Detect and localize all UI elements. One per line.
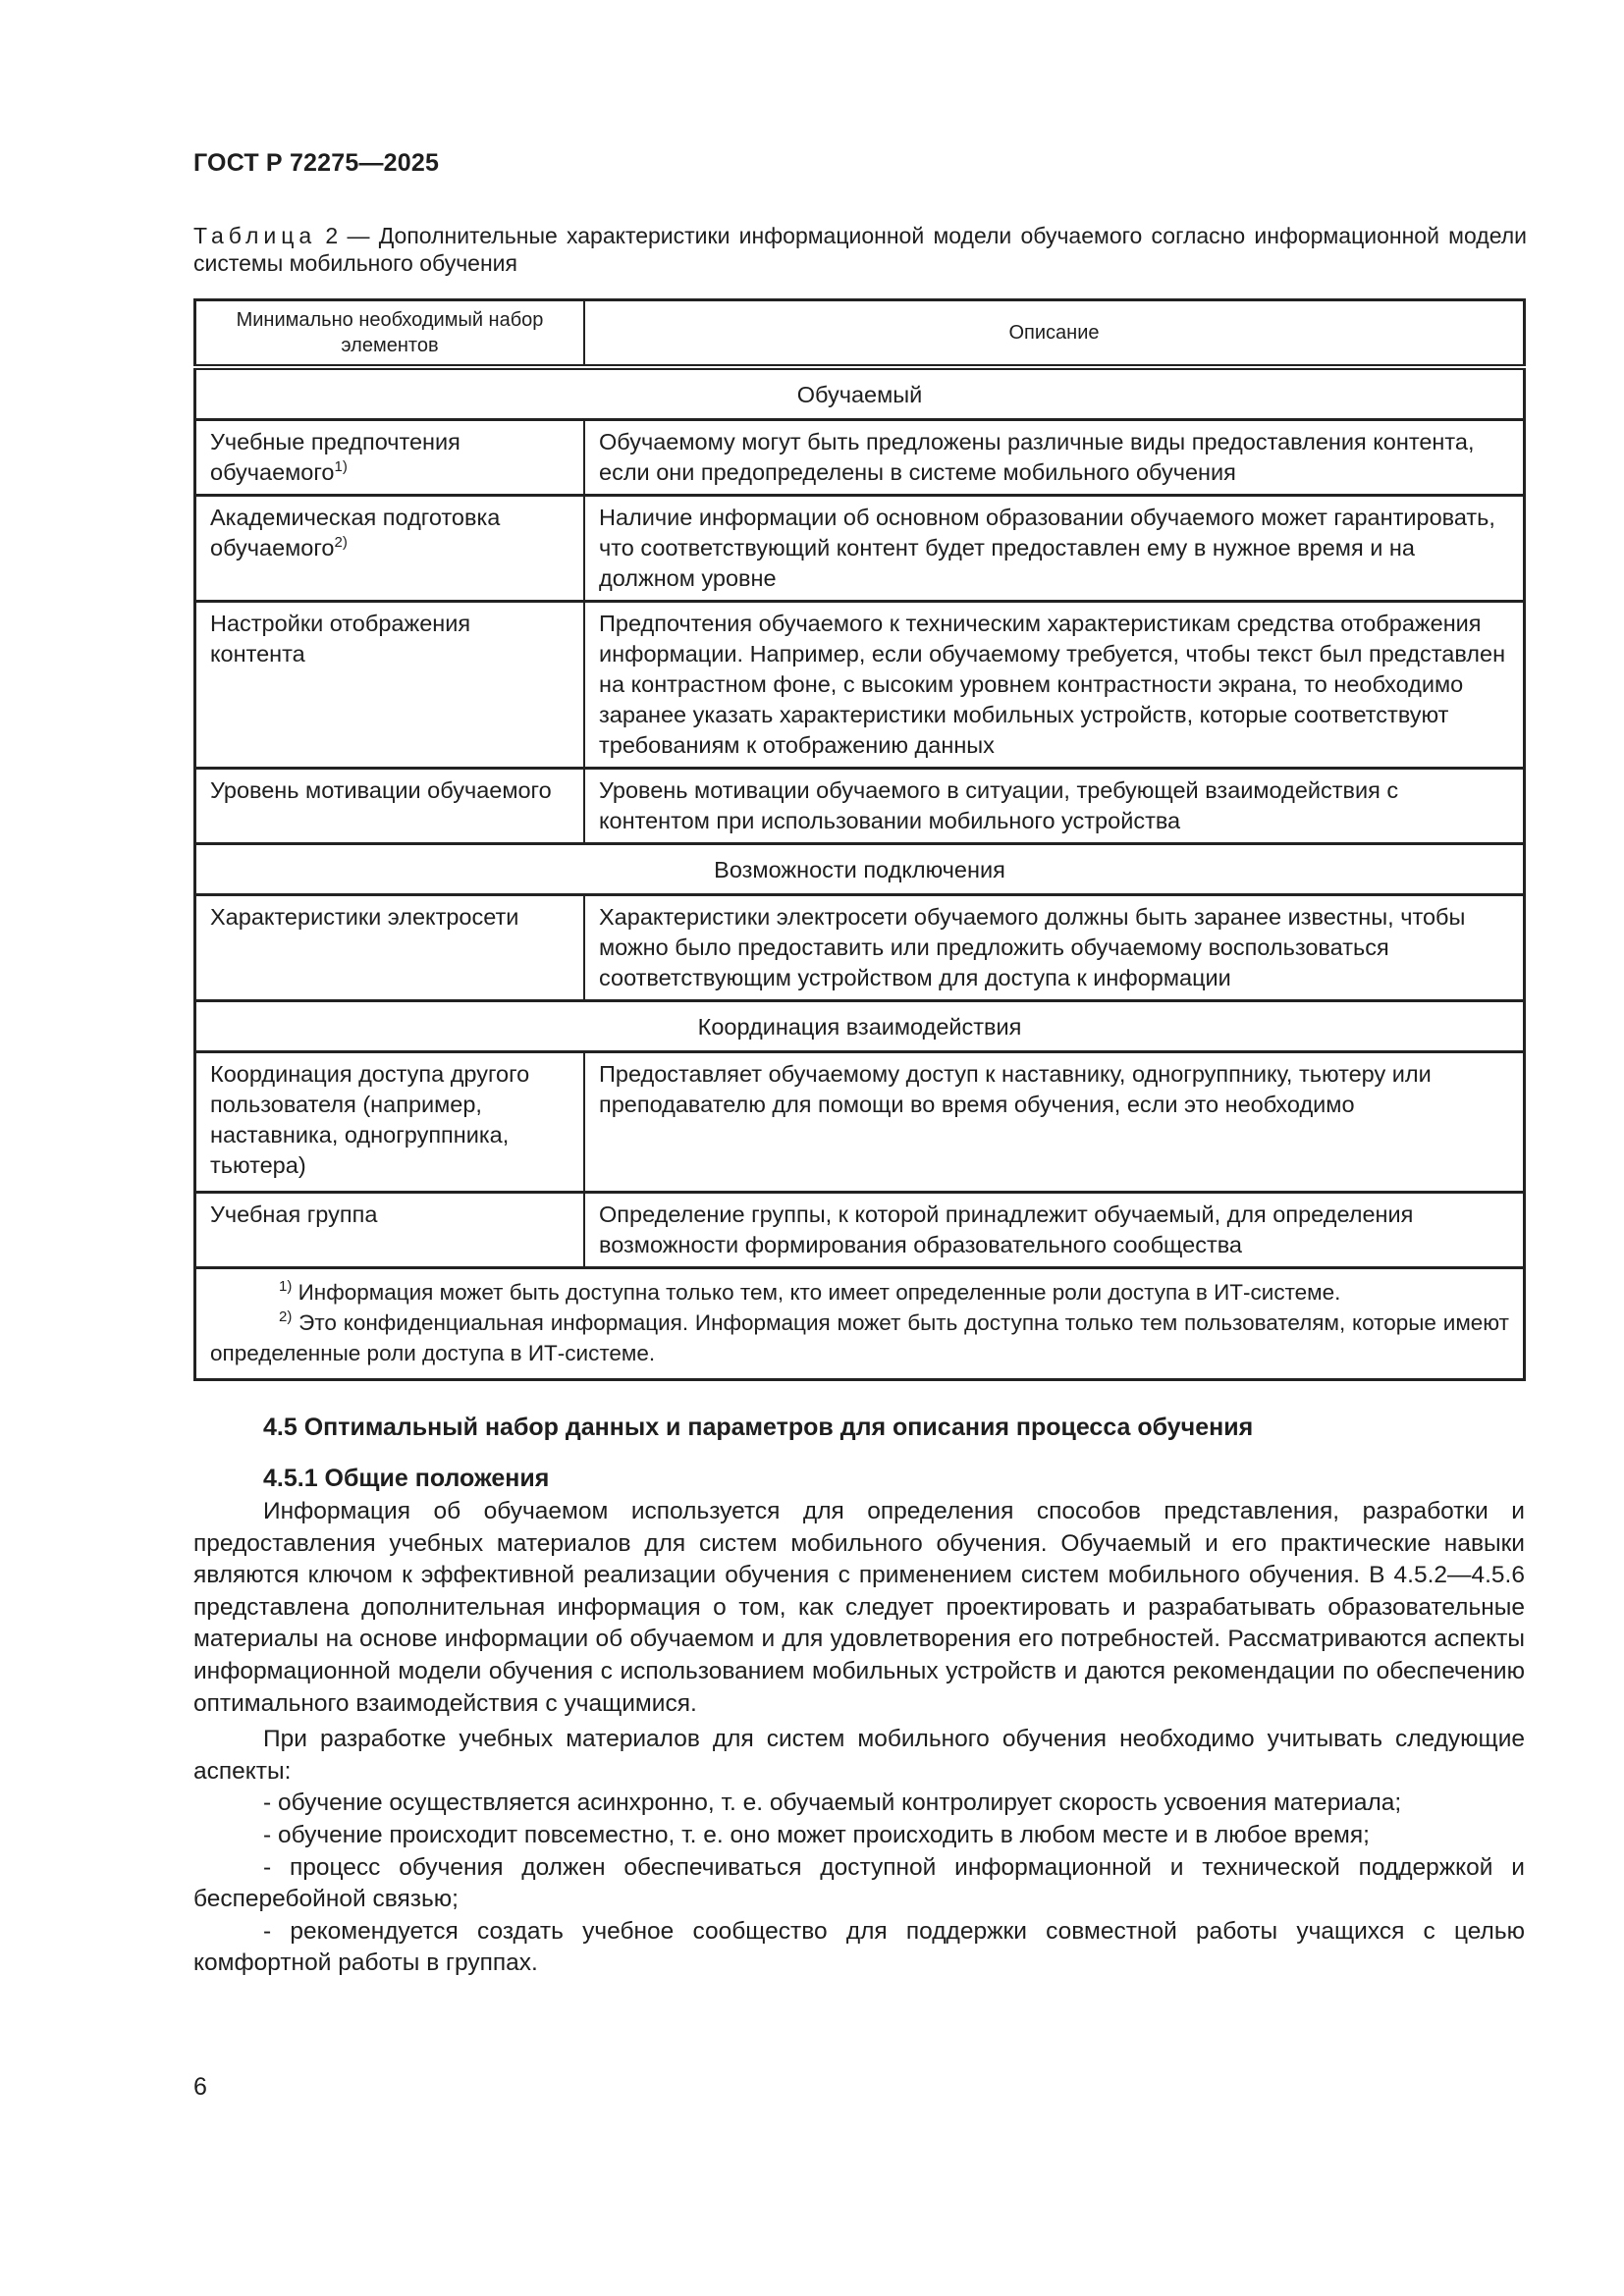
document-title: ГОСТ Р 72275—2025: [193, 149, 440, 177]
element-name: Учебные предпочтения обучаемого: [210, 429, 460, 485]
section-row: [195, 367, 1525, 420]
section-title-coordination: Координация взаимодействия: [195, 1001, 1525, 1052]
footnote-text: Информация может быть доступна только тем, кто имеет определенные роли доступа в ИТ-системе.: [292, 1280, 1341, 1305]
table-row: [195, 420, 1525, 496]
body-text: [193, 1496, 1525, 1980]
table-row: [195, 496, 1525, 602]
list-item: - процесс обучения должен обеспечиваться доступной информационной и технической поддержкой и бесперебойной связью;: [193, 1853, 1525, 1913]
description-cell: Определение группы, к которой принадлежит обучаемый, для определения возможности формирования образовательного сообщества: [584, 1193, 1525, 1268]
description-cell: Наличие информации об основном образовании обучаемого может гарантировать, что соответствующий контент будет предоставлен ему в нужное время и на должном уровне: [584, 496, 1525, 602]
subsection-heading: 4.5.1 Общие положения: [263, 1465, 550, 1492]
table-caption: [193, 222, 1527, 277]
list-item: - обучение осуществляется асинхронно, т. е. обучаемый контролирует скорость усвоения материала;: [263, 1789, 1402, 1817]
list-item: - рекомендуется создать учебное сообщество для поддержки совместной работы учащихся с целью комфортной работы в группах.: [193, 1917, 1525, 1977]
paragraph: Информация об обучаемом используется для определения способов представления, разработки и предоставления учебных материалов для систем мобильного обучения. Обучаемый и его практические навыки являются ключом к эффективной реализации обучения с применением систем мобильного обучения. В 4.5.2—4.5.6 представлена дополнительная информация о том, как следует проектировать и разрабатывать образовательные материалы на основе информации об обучаемом и для удовлетворения его потребностей. Рассматриваются аспекты информационной модели обучения с использованием мобильных устройств и даются рекомендации по обеспечению оптимального взаимодействия с учащимися.: [193, 1498, 1525, 1717]
element-cell: [195, 420, 585, 496]
footnote-2: [210, 1308, 1509, 1368]
section-row: [195, 844, 1525, 895]
section-title-connectivity: Возможности подключения: [195, 844, 1525, 895]
description-cell: Предпочтения обучаемого к техническим характеристикам средства отображения информации. Например, если обучаемому требуется, чтобы текст был представлен на контрастном фоне, с высоким уровнем контрастности экрана, то необходимо заранее указать характеристики мобильных устройств, которые соответствуют требованиям к отображению данных: [584, 602, 1525, 769]
list-item: - обучение происходит повсеместно, т. е. оно может происходить в любом месте и в любое время;: [263, 1821, 1370, 1848]
description-cell: Обучаемому могут быть предложены различные виды предоставления контента, если они предопределены в системе мобильного обучения: [584, 420, 1525, 496]
element-cell: [195, 496, 585, 602]
table-row: [195, 769, 1525, 844]
description-cell: Уровень мотивации обучаемого в ситуации, требующей взаимодействия с контентом при использовании мобильного устройства: [584, 769, 1525, 844]
table-row: [195, 895, 1525, 1001]
paragraph: При разработке учебных материалов для систем мобильного обучения необходимо учитывать следующие аспекты:: [193, 1726, 1525, 1785]
footnote-mark: 2): [279, 1308, 293, 1325]
section-row: [195, 1001, 1525, 1052]
section-heading: 4.5 Оптимальный набор данных и параметров для описания процесса обучения: [263, 1414, 1254, 1441]
footnote-ref: 1): [334, 458, 348, 475]
table-caption-text: 2 — Дополнительные характеристики информационной модели обучаемого согласно информационной модели системы мобильного обучения: [193, 223, 1527, 276]
column-header-elements: Минимально необходимый набор элементов: [195, 300, 585, 368]
element-name: Академическая подготовка обучаемого: [210, 505, 501, 561]
characteristics-table: [193, 298, 1526, 1381]
description-cell: Предоставляет обучаемому доступ к наставнику, одногруппнику, тьютеру или преподавателю для помощи во время обучения, если это необходимо: [584, 1052, 1525, 1193]
footnote-1: [210, 1277, 1509, 1308]
page-number: 6: [193, 2073, 207, 2101]
table-footnotes-row: [195, 1268, 1525, 1380]
element-cell: Характеристики электросети: [195, 895, 585, 1001]
footnote-text: Это конфиденциальная информация. Информация может быть доступна только тем пользователям, которые имеют определенные роли доступа в ИТ-системе.: [210, 1310, 1509, 1365]
element-cell: Уровень мотивации обучаемого: [195, 769, 585, 844]
description-cell: Характеристики электросети обучаемого должны быть заранее известны, чтобы можно было предоставить или предложить обучаемому воспользоваться соответствующим устройством для доступа к информации: [584, 895, 1525, 1001]
section-title-learner: Обучаемый: [195, 367, 1525, 420]
element-cell: Учебная группа: [195, 1193, 585, 1268]
table-row: [195, 1193, 1525, 1268]
table-row: [195, 602, 1525, 769]
footnote-mark: 1): [279, 1278, 293, 1295]
element-cell: Координация доступа другого пользователя (например, наставника, одногруппника, тьютера): [195, 1052, 585, 1193]
table-caption-label: Таблица: [193, 223, 317, 248]
element-cell: Настройки отображения контента: [195, 602, 585, 769]
table-row: [195, 1052, 1525, 1193]
footnote-ref: 2): [334, 534, 348, 551]
column-header-description: Описание: [584, 300, 1525, 368]
table-header-row: [195, 300, 1525, 368]
table-footnotes: [195, 1268, 1525, 1380]
